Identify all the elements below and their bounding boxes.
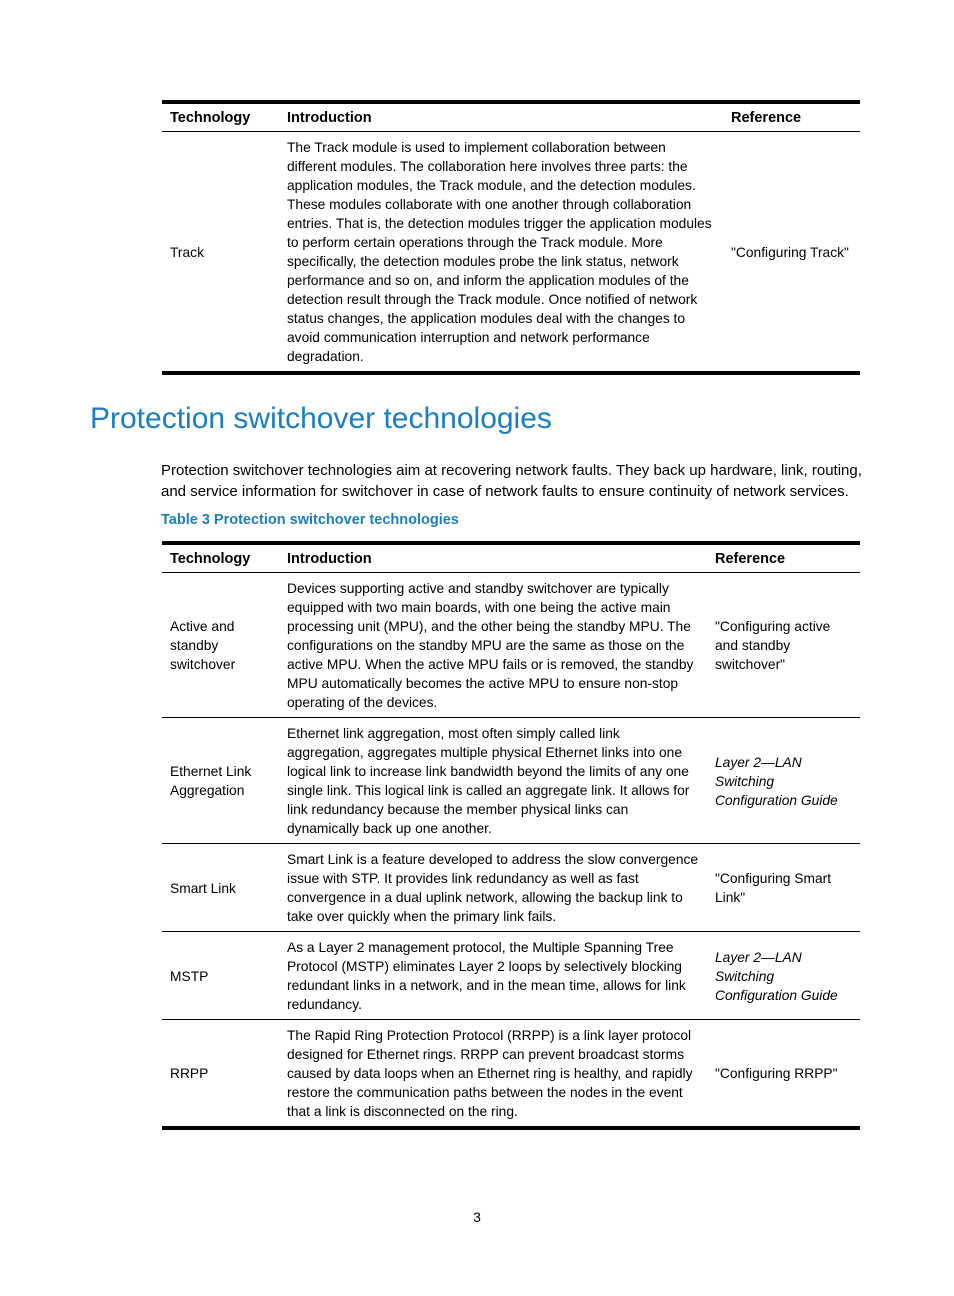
cell-reference: "Configuring Smart Link" — [707, 844, 860, 932]
header-technology: Technology — [162, 102, 279, 132]
table-header-row — [162, 543, 860, 573]
section-intro-paragraph: Protection switchover technologies aim at recovering network faults. They back up hardware, link, routing, and service information for switchover in case of network faults to ensure continuity of network services. — [161, 462, 862, 500]
cell-technology: RRPP — [170, 1066, 209, 1081]
section-heading: Protection switchover technologies — [90, 402, 552, 435]
cell-reference: Layer 2—LAN Switching Configuration Guide — [707, 718, 860, 844]
cell-introduction: The Rapid Ring Protection Protocol (RRPP) is a link layer protocol designed for Ethernet rings. RRPP can prevent broadcast storms caused by data loops when an Ethernet ring is healthy, and rapidly restore the communication paths between the nodes in the event that a link is disconnected on the ring. — [287, 1028, 693, 1119]
cell-reference: Layer 2—LAN Switching Configuration Guide — [707, 932, 860, 1020]
cell-introduction: The Track module is used to implement collaboration between different modules. The collaboration here involves three parts: the application modules, the Track module, and the detection modules. These modules collaborate with one another through collaboration entries. That is, the detection modules trigger the application modules to perform certain operations through the Track module. More specifically, the detection modules probe the link status, network performance and so on, and inform the application modules of the detection result through the Track module. Once notified of network status changes, the application modules deal with the changes to avoid communication interruption and network performance degradation. — [287, 140, 712, 364]
header-reference: Reference — [723, 102, 860, 132]
table-row — [162, 932, 860, 1020]
page-number: 3 — [473, 1209, 481, 1225]
cell-introduction: Ethernet link aggregation, most often simply called link aggregation, aggregates multiple physical Ethernet links into one logical link to increase link bandwidth beyond the limits of any one single link. This logical link is called an aggregate link. It allows for link redundancy because the member physical links can dynamically back up one another. — [279, 718, 707, 844]
header-reference: Reference — [707, 543, 860, 573]
cell-reference: "Configuring active and standby switchover" — [707, 573, 860, 718]
track-technology-table — [162, 100, 860, 375]
cell-technology: MSTP — [162, 932, 279, 1020]
table-row — [162, 132, 860, 374]
header-introduction: Introduction — [279, 543, 707, 573]
cell-technology: Track — [170, 244, 204, 260]
cell-technology: Active and standby switchover — [162, 573, 279, 718]
cell-reference: "Configuring Track" — [731, 244, 849, 260]
table-header-row — [162, 102, 860, 132]
header-technology: Technology — [162, 543, 279, 573]
table-caption: Table 3 Protection switchover technologies — [161, 512, 459, 528]
table-row — [162, 844, 860, 932]
protection-switchover-table — [162, 541, 860, 1130]
cell-introduction: As a Layer 2 management protocol, the Multiple Spanning Tree Protocol (MSTP) eliminates Layer 2 loops by selectively blocking redundant links in a network, and in the mean time, allows for link redundancy. — [279, 932, 707, 1020]
cell-technology: Smart Link — [162, 844, 279, 932]
table-row — [162, 718, 860, 844]
cell-technology: Ethernet Link Aggregation — [162, 718, 279, 844]
table-row — [162, 573, 860, 718]
cell-reference: "Configuring RRPP" — [715, 1066, 838, 1081]
cell-introduction: Devices supporting active and standby switchover are typically equipped with two main boards, with one being the active main processing unit (MPU), and the other being the standby MPU. The configurations on the standby MPU are the same as those on the active MPU. When the active MPU fails or is removed, the standby MPU automatically becomes the active MPU to ensure non-stop operating of the devices. — [279, 573, 707, 718]
cell-introduction: Smart Link is a feature developed to address the slow convergence issue with STP. It provides link redundancy as well as fast convergence in a dual uplink network, allowing the backup link to take over quickly when the primary link fails. — [279, 844, 707, 932]
table-row — [162, 1020, 860, 1129]
header-introduction: Introduction — [279, 102, 723, 132]
